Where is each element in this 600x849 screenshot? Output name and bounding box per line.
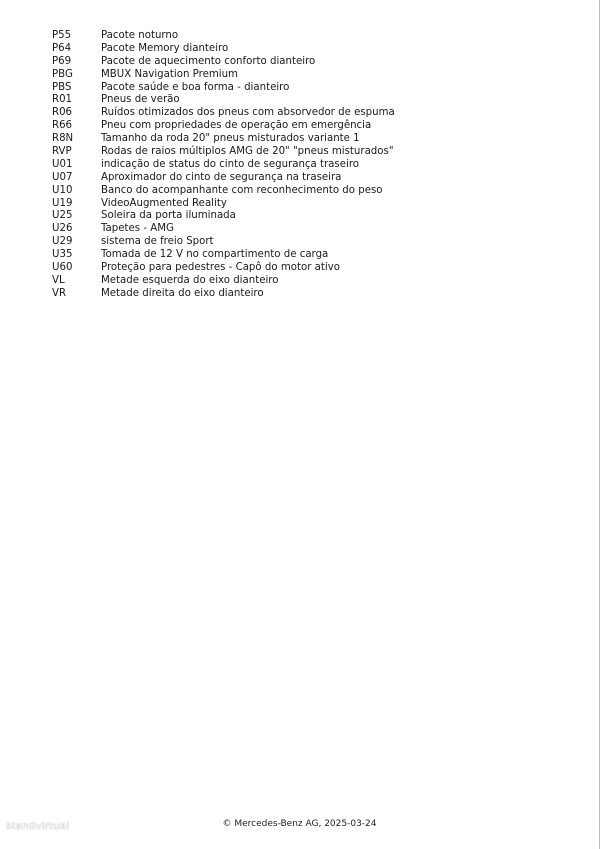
option-description: Pneus de verão bbox=[101, 94, 180, 106]
watermark-logo: standvirtual bbox=[6, 821, 70, 832]
option-row bbox=[52, 133, 592, 146]
option-code: U35 bbox=[52, 249, 73, 261]
option-row bbox=[52, 120, 592, 133]
option-row bbox=[52, 82, 592, 95]
option-description: Rodas de raios múltiplos AMG de 20" "pneus misturados" bbox=[101, 146, 394, 158]
option-description: Pacote noturno bbox=[101, 30, 179, 41]
option-row bbox=[52, 159, 592, 172]
option-code: R8N bbox=[52, 133, 74, 145]
option-description: Ruídos otimizados dos pneus com absorvedor de espuma bbox=[101, 107, 395, 119]
option-row bbox=[52, 69, 592, 82]
option-code: P55 bbox=[52, 30, 72, 41]
option-code: P69 bbox=[52, 55, 72, 67]
option-description: Proteção para pedestres - Capô do motor ativo bbox=[101, 262, 340, 274]
option-description: Tapetes - AMG bbox=[101, 223, 174, 235]
copyright-footer: © Mercedes-Benz AG, 2025-03-24 bbox=[222, 819, 377, 829]
option-row bbox=[52, 56, 592, 69]
option-code: R01 bbox=[52, 94, 73, 106]
option-description: indicação de status do cinto de segurança traseiro bbox=[101, 158, 360, 170]
option-code: VL bbox=[52, 274, 65, 286]
option-row bbox=[52, 223, 592, 236]
option-code: U29 bbox=[52, 236, 73, 248]
option-row bbox=[52, 236, 592, 249]
option-description: Pacote de aquecimento conforto dianteiro bbox=[101, 55, 316, 67]
option-description: Banco do acompanhante com reconhecimento do peso bbox=[101, 184, 383, 196]
option-code: P64 bbox=[52, 42, 72, 54]
option-description: Tomada de 12 V no compartimento de carga bbox=[101, 249, 329, 261]
option-code: R06 bbox=[52, 107, 73, 119]
option-description: MBUX Navigation Premium bbox=[101, 68, 238, 80]
option-code-list bbox=[52, 30, 592, 301]
option-description: sistema de freio Sport bbox=[101, 236, 214, 248]
option-code: U07 bbox=[52, 171, 73, 183]
option-row bbox=[52, 275, 592, 288]
option-row bbox=[52, 30, 592, 43]
option-row bbox=[52, 146, 592, 159]
option-code: U19 bbox=[52, 197, 73, 209]
option-description: Soleira da porta iluminada bbox=[101, 210, 236, 222]
option-row bbox=[52, 262, 592, 275]
option-row bbox=[52, 198, 592, 211]
option-description: Aproximador do cinto de segurança na traseira bbox=[101, 171, 342, 183]
option-row bbox=[52, 43, 592, 56]
option-code: U25 bbox=[52, 210, 73, 222]
option-description: Pneu com propriedades de operação em emergência bbox=[101, 120, 372, 132]
option-description: Metade esquerda do eixo dianteiro bbox=[101, 274, 279, 286]
option-row bbox=[52, 288, 592, 301]
option-description: Tamanho da roda 20" pneus misturados variante 1 bbox=[101, 133, 360, 145]
option-row bbox=[52, 185, 592, 198]
option-row bbox=[52, 94, 592, 107]
option-code: U10 bbox=[52, 184, 73, 196]
option-row bbox=[52, 210, 592, 223]
option-description: Pacote saúde e boa forma - dianteiro bbox=[101, 81, 290, 93]
option-description: Metade direita do eixo dianteiro bbox=[101, 287, 264, 299]
option-code: RVP bbox=[52, 146, 72, 158]
option-code: VR bbox=[52, 287, 67, 299]
option-code: PBG bbox=[52, 68, 73, 80]
option-row bbox=[52, 107, 592, 120]
option-description: Pacote Memory dianteiro bbox=[101, 42, 229, 54]
option-code: U01 bbox=[52, 158, 73, 170]
option-row bbox=[52, 172, 592, 185]
option-code: R66 bbox=[52, 120, 73, 132]
option-code: PBS bbox=[52, 81, 72, 93]
option-description: VideoAugmented Reality bbox=[101, 197, 227, 209]
option-code: U26 bbox=[52, 223, 73, 235]
option-code: U60 bbox=[52, 262, 73, 274]
option-row bbox=[52, 249, 592, 262]
